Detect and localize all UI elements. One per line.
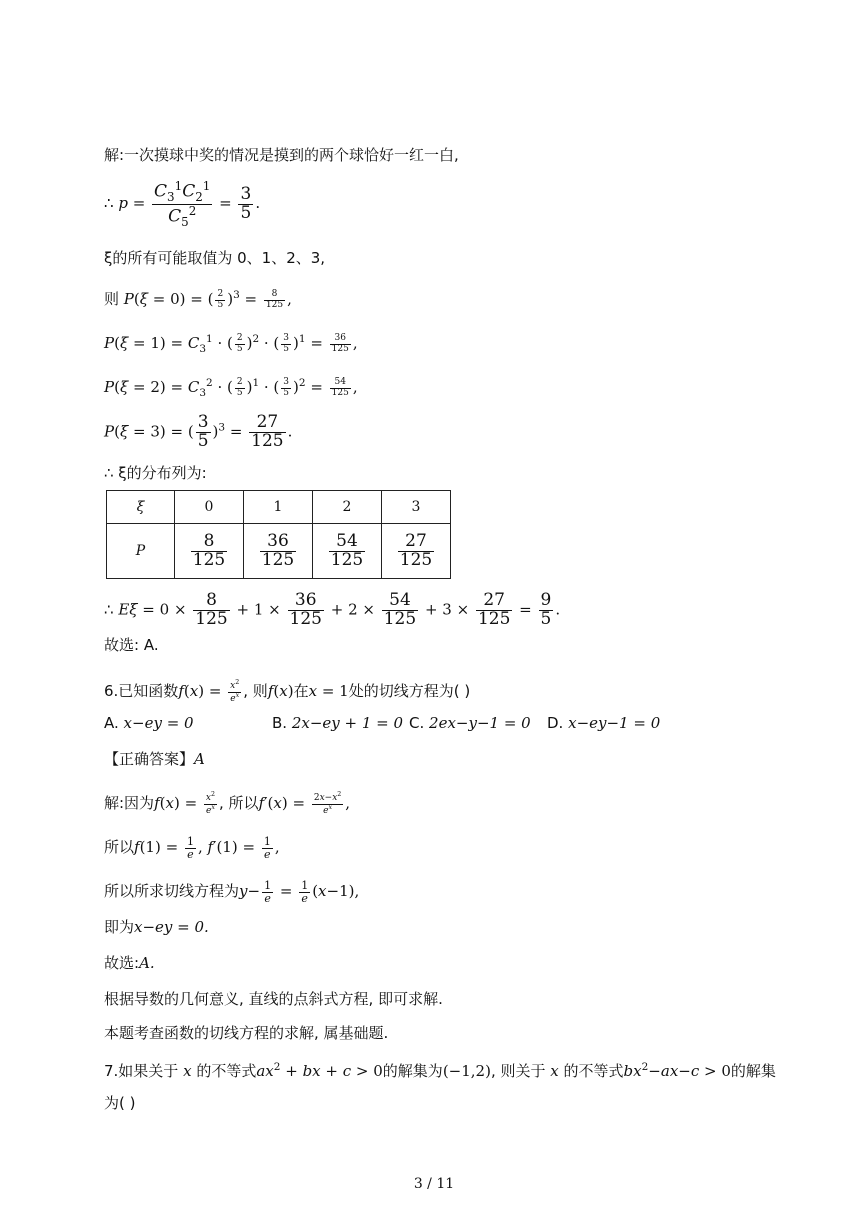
xi-values-line: ξ的所有可能取值为 0、1、2、3, <box>104 249 326 267</box>
option-b: B. 2x−ey + 1 = 0 <box>272 714 404 732</box>
option-a: A. x−ey = 0 <box>104 714 194 732</box>
table-cell: ξ <box>107 491 175 524</box>
table-cell: 1 <box>244 491 313 524</box>
question-7-stem: 7.如果关于 x 的不等式$ax^2$ + bx + c > 0的解集为(−1,2), 则关于 x 的不等式$bx^2-ax-c > 0$的解集 <box>104 1061 776 1080</box>
distribution-intro: ∴ ξ的分布列为: <box>104 464 207 482</box>
page-number: 3 / 11 <box>413 1176 455 1192</box>
table-cell: $\frac{27}{125}$ <box>382 524 451 579</box>
solution-intro: 解:一次摸球中奖的情况是摸到的两个球恰好一红一白, <box>104 146 459 164</box>
question-7-stem-cont: 为( ) <box>104 1094 136 1112</box>
probability-formula: ∴ p = $\frac{C_3^1C_2^1}{C_5^2}$ = $\frac{3}{5}$ . <box>104 179 261 229</box>
analysis-note: 根据导数的几何意义, 直线的点斜式方程, 即可求解. <box>104 990 443 1008</box>
table-cell: $\frac{54}{125}$ <box>313 524 382 579</box>
table-cell: P <box>107 524 175 579</box>
solution-6-derivative: 解:因为f(x) = $\frac{x^2}{e^x}$ , 所以f′(x) = $\frac{2x-x^2}{e^x}$ , <box>104 791 351 816</box>
p-xi-3: P(ξ = 3) = ( $\frac{3}{5}$ )$^3$ = $\frac{27}{125}$ . <box>104 412 293 451</box>
solution-6-values: 所以f(1) = $\frac{1}{e}$ , f′(1) = $\frac{1}{e}$ , <box>104 835 280 861</box>
table-row <box>107 524 451 579</box>
p-xi-1: $P(\xi = 1) = C_3^1$ · ( $\frac{2}{5}$ )$^2$ · ( $\frac{3}{5}$ )$^1$ = $\frac{36}{125}$ , <box>104 333 358 355</box>
table-cell: $\frac{36}{125}$ <box>244 524 313 579</box>
table-cell: $\frac{8}{125}$ <box>175 524 244 579</box>
question-6-stem: 6.已知函数f(x) = $\frac{x^2}{e^x}$ , 则f(x)在x = 1处的切线方程为( ) <box>104 679 471 704</box>
table-cell: 2 <box>313 491 382 524</box>
answer-line-2: 故选:A. <box>104 954 155 972</box>
expectation-line: ∴ Eξ = 0 × $\frac{8}{125}$ + 1 × $\frac{36}{125}$ + 2 × $\frac{54}{125}$ + 3 × $\frac{27}{125}$ = $\frac{9}{5}$ . <box>104 590 561 629</box>
p-xi-0: 则 P(ξ = 0) = ( $\frac{2}{5}$ )$^3$ = $\frac{8}{125}$ , <box>104 289 292 310</box>
table-header-row <box>107 491 451 524</box>
comment-note: 本题考查函数的切线方程的求解, 属基础题. <box>104 1024 389 1042</box>
option-c: C. 2ex−y−1 = 0 <box>409 714 531 732</box>
answer-line-1: 故选: A. <box>104 636 159 654</box>
option-d: D. x−ey−1 = 0 <box>547 714 661 732</box>
solution-6-result: 即为x−ey = 0. <box>104 918 209 936</box>
table-cell: 3 <box>382 491 451 524</box>
table-cell: 0 <box>175 491 244 524</box>
correct-answer: 【正确答案】A <box>104 750 205 768</box>
solution-6-tangent: 所以所求切线方程为y− $\frac{1}{e}$ = $\frac{1}{e}$ (x−1), <box>104 879 360 905</box>
distribution-table <box>106 490 451 579</box>
p-xi-2: $P(\xi = 2) = C_3^2$ · ( $\frac{2}{5}$ )$^1$ · ( $\frac{3}{5}$ )$^2$ = $\frac{54}{125}$ , <box>104 377 358 399</box>
